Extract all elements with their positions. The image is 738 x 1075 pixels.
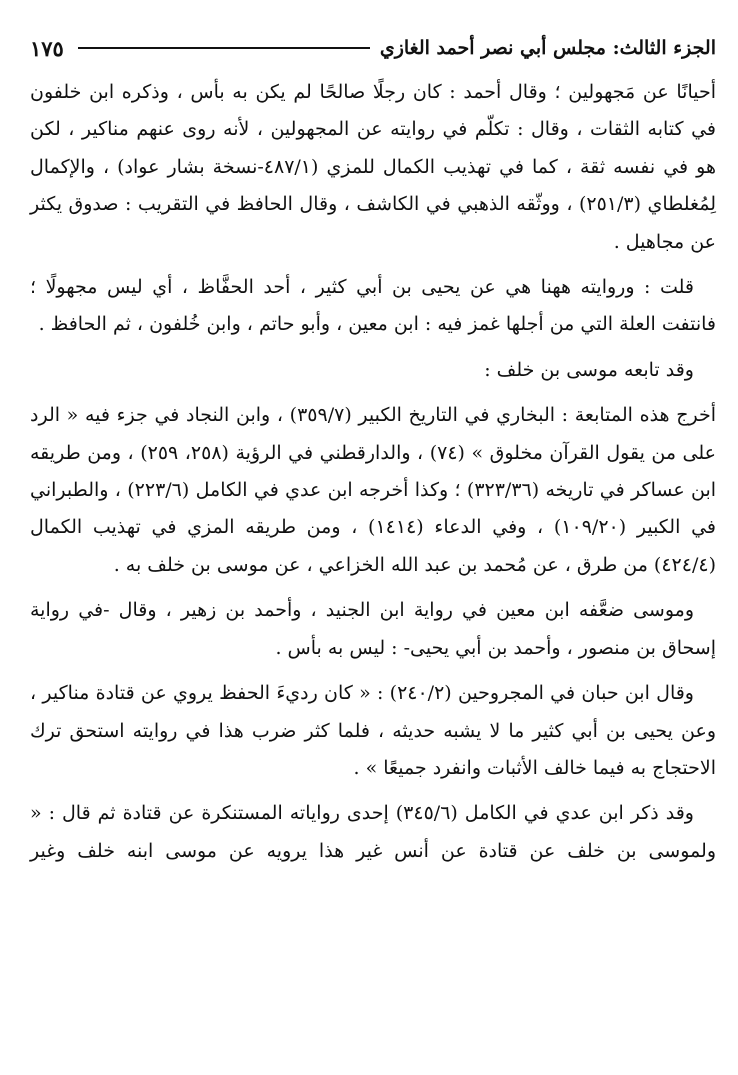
paragraph: قلت : وروايته ههنا هي عن يحيى بن أبي كثير ، أحد الحفَّاظ ، أي ليس مجهولًا ؛ فانتفت العلة التي من أجلها غمز فيه : ابن معين ، وأبو حاتم ، وابن خُلفون ، ثم الحافظ . bbox=[30, 276, 716, 336]
page-number: ١٧٥ bbox=[30, 35, 64, 61]
page-body bbox=[30, 74, 716, 870]
paragraph: أحيانًا عن مَجهولين ؛ وقال أحمد : كان رجلًا صالحًا لم يكن به بأس ، وذكره ابن خلفون في كتابه الثقات ، وقال : تكلّم في روايته عن المجهولين ، لأنه روى عنهم مناكير ، لكن هو في نفسه ثقة ، كما في تهذيب الكمال للمزي (٤٨٧/١-نسخة بشار عواد) ، والإكمال لِمُغلطاي (٢٥١/٣) ، ووثّقه الذهبي في الكاشف ، وقال الحافظ في التقريب : صدوق يكثر عن مجاهيل . bbox=[30, 81, 716, 253]
paragraph: وقد تابعه موسى بن خلف : bbox=[484, 358, 694, 381]
running-header bbox=[30, 28, 716, 68]
paragraph: وموسى ضعَّفه ابن معين في رواية ابن الجنيد ، وأحمد بن زهير ، وقال -في رواية إسحاق بن منصور ، وأحمد بن أبي يحيى- : ليس به بأس . bbox=[30, 599, 716, 659]
paragraph: وقد ذكر ابن عدي في الكامل (٣٤٥/٦) إحدى رواياته المستنكرة عن قتادة ثم قال : « ولموسى بن خلف عن قتادة عن أنس غير هذا يرويه عن موسى ابنه خلف وغير bbox=[30, 802, 716, 862]
header-rule bbox=[78, 47, 370, 49]
paragraph: أخرج هذه المتابعة : البخاري في التاريخ الكبير (٣٥٩/٧) ، وابن النجاد في جزء فيه « الرد على من يقول القرآن مخلوق » (٧٤) ، والدارقطني في الرؤية (٢٥٨، ٢٥٩) ، ومن طريقه ابن عساكر في تاريخه (٣٢٣/٣٦) ؛ وكذا أخرجه ابن عدي في الكامل (٢٢٣/٦) ، والطبراني في الكبير (١٠٩/٢٠) ، وفي الدعاء (١٤١٤) ، ومن طريقه المزي في تهذيب الكمال (٤٢٤/٤) من طرق ، عن مُحمد بن عبد الله الخزاعي ، عن موسى بن خلف به . bbox=[30, 404, 717, 576]
running-header-title: الجزء الثالث: مجلس أبي نصر أحمد الغازي bbox=[379, 37, 716, 59]
book-page bbox=[30, 28, 716, 1058]
paragraph: وقال ابن حبان في المجروحين (٢٤٠/٢) : « كان رديءَ الحفظ يروي عن قتادة مناكير ، وعن يحيى بن أبي كثير ما لا يشبه حديثه ، فلما كثر ضرب هذا في روايته استحق ترك الاحتجاج به فيما خالف الأثبات وانفرد جميعًا » . bbox=[30, 682, 716, 779]
